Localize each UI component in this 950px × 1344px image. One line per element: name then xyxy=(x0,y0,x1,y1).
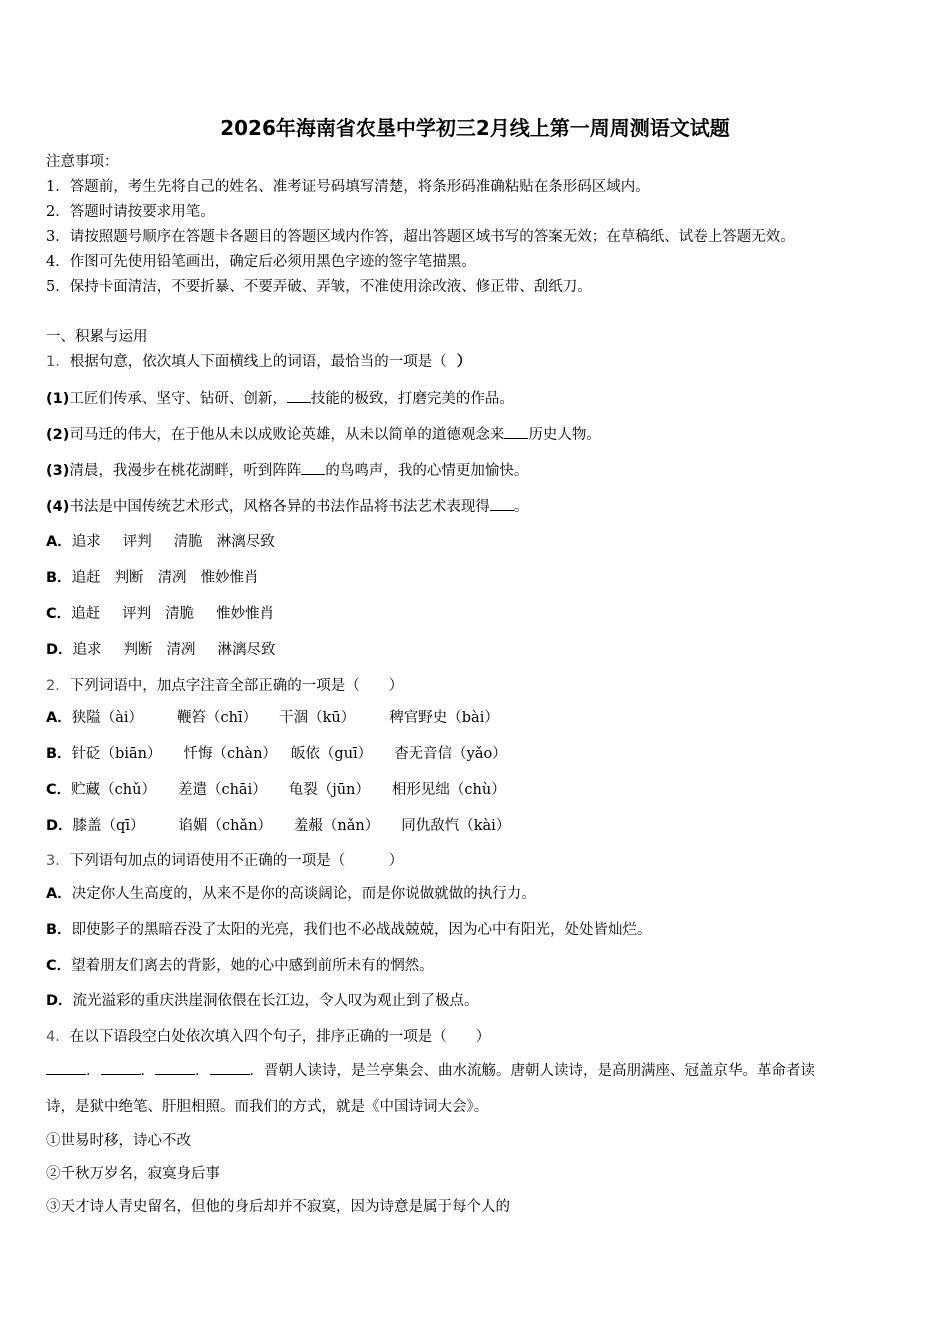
sentence-number: (1) xyxy=(46,391,70,407)
notice-item-5: 5．保持卡面清洁，不要折暴、不要弄破、弄皱，不准使用涂改液、修正带、刮纸刀。 xyxy=(46,279,592,295)
option-letter: D． xyxy=(46,818,73,834)
q4-item-2: ②千秋万岁名，寂寞身后事 xyxy=(46,1166,220,1182)
answer-blank xyxy=(301,460,325,475)
question-4-stem xyxy=(46,1027,490,1047)
option-word: 清冽 xyxy=(157,570,187,586)
q1-option-d xyxy=(46,640,276,660)
q1-sentence-2 xyxy=(46,424,601,445)
option-item: 干涸（kū） xyxy=(279,710,356,726)
sentence-text: 的鸟鸣声，我的心情更加愉快。 xyxy=(325,463,529,479)
option-item: 龟裂（jūn） xyxy=(288,782,370,798)
q3-option-b xyxy=(46,920,652,940)
question-number: 3． xyxy=(46,853,70,869)
separator: ． xyxy=(195,1063,210,1079)
option-item: 稗官野史（bài） xyxy=(389,710,499,726)
q2-option-d xyxy=(46,816,510,836)
answer-blank xyxy=(504,424,528,439)
option-word: 淋漓尽致 xyxy=(217,642,276,658)
option-word: 追求 xyxy=(72,642,102,658)
option-item: 羞赧（nǎn） xyxy=(293,818,380,834)
q3-option-a xyxy=(46,884,536,904)
option-item: 谄媚（chǎn） xyxy=(178,818,272,834)
separator: ． xyxy=(140,1063,155,1079)
option-item: 忏悔（chàn） xyxy=(183,746,277,762)
answer-blank xyxy=(101,1060,141,1075)
answer-blank xyxy=(490,496,514,511)
q4-item-1: ①世易时移，诗心不改 xyxy=(46,1133,191,1149)
option-letter: D． xyxy=(46,993,73,1009)
option-item: 贮藏（chǔ） xyxy=(71,782,156,798)
option-word: 判断 xyxy=(114,570,144,586)
question-1-stem xyxy=(46,352,471,372)
q1-option-b xyxy=(46,568,259,588)
option-letter: B． xyxy=(46,570,72,586)
question-text: 下列词语中，加点字注音全部正确的一项是（ ） xyxy=(69,678,404,694)
notice-item-3: 3．请按照题号顺序在答题卡各题目的答题区域内作答，超出答题区域书写的答案无效；在草稿纸、试卷上答题无效。 xyxy=(46,229,795,245)
answer-blank xyxy=(287,388,311,403)
option-word: 清冽 xyxy=(166,642,196,658)
option-item: 皈依（guī） xyxy=(290,746,373,762)
sentence-text: 。 xyxy=(513,499,529,515)
option-letter: B． xyxy=(46,746,72,762)
option-item: 针砭（biān） xyxy=(71,746,162,762)
question-text: 根据句意，依次填人下面横线上的词语，最恰当的一项是（ xyxy=(69,354,447,370)
option-word: 清脆 xyxy=(165,606,195,622)
option-item: 同仇敌忾（kài） xyxy=(401,818,511,834)
option-word: 淋漓尽致 xyxy=(216,534,275,550)
q2-option-b xyxy=(46,744,507,764)
option-word: 追赶 xyxy=(71,606,101,622)
notice-item-1: 1．答题前，考生先将自己的姓名、准考证号码填写清楚，将条形码准确粘贴在条形码区域内。 xyxy=(46,179,650,195)
sentence-text: 技能的极致，打磨完美的作品。 xyxy=(310,391,514,407)
sentence-text: 工匠们传承、坚守、钻研、创新， xyxy=(69,391,287,407)
sentence-text: 历史人物。 xyxy=(528,427,601,443)
option-letter: A． xyxy=(46,710,72,726)
option-letter: C． xyxy=(46,606,72,622)
q1-option-c xyxy=(46,604,274,624)
question-bracket-end: ） xyxy=(456,354,472,370)
q3-option-d xyxy=(46,991,479,1011)
sentence-text: 清晨，我漫步在桃花湖畔，听到阵阵 xyxy=(69,463,302,479)
page-title: 2026年海南省农垦中学初三2月线上第一周周测语文试题 xyxy=(220,116,730,140)
option-item: 狭隘（ài） xyxy=(71,710,144,726)
question-3-stem xyxy=(46,851,403,871)
q4-passage-line-2: 诗，是狱中绝笔、肝胆相照。而我们的方式，就是《中国诗词大会》。 xyxy=(46,1099,489,1115)
option-item: 相形见绌（chù） xyxy=(391,782,506,798)
option-text: 望着朋友们离去的背影，她的心中感到前所未有的惘然。 xyxy=(71,958,434,974)
option-text: 流光溢彩的重庆洪崖洞依偎在长江边，令人叹为观止到了极点。 xyxy=(72,993,479,1009)
notice-item-4: 4．作图可先使用铅笔画出，确定后必须用黑色字迹的签字笔描黑。 xyxy=(46,254,476,270)
question-number: 4． xyxy=(46,1029,70,1045)
q2-option-a xyxy=(46,708,499,728)
sentence-text: 司马迁的伟大，在于他从未以成败论英雄，从未以简单的道德观念来 xyxy=(69,427,505,443)
option-word: 追求 xyxy=(71,534,101,550)
sentence-number: (3) xyxy=(46,463,70,479)
question-number: 2． xyxy=(46,678,70,694)
option-text: 决定你人生高度的，从来不是你的高谈阔论，而是你说做就做的执行力。 xyxy=(71,886,536,902)
passage-text: ．晋朝人读诗，是兰亭集会、曲水流觞。唐朝人读诗，是高朋满座、冠盖京华。革命者读 xyxy=(249,1063,815,1079)
option-item: 杳无音信（yǎo） xyxy=(394,746,507,762)
notice-heading: 注意事项： xyxy=(46,154,119,170)
option-letter: A． xyxy=(46,534,72,550)
option-letter: D． xyxy=(46,642,73,658)
q1-sentence-3 xyxy=(46,460,528,481)
question-2-stem xyxy=(46,676,403,696)
option-letter: C． xyxy=(46,782,72,798)
answer-blank xyxy=(210,1060,250,1075)
question-text: 下列语句加点的词语使用不正确的一项是（ ） xyxy=(69,853,404,869)
answer-blank xyxy=(46,1060,86,1075)
option-word: 评判 xyxy=(122,606,152,622)
option-letter: A． xyxy=(46,886,72,902)
q2-option-c xyxy=(46,780,506,800)
q1-sentence-1 xyxy=(46,388,514,409)
answer-blank xyxy=(155,1060,195,1075)
q4-item-3: ③天才诗人青史留名，但他的身后却并不寂寞，因为诗意是属于每个人的 xyxy=(46,1199,510,1215)
question-text: 在以下语段空白处依次填入四个句子，排序正确的一项是（ ） xyxy=(69,1029,491,1045)
sentence-number: (4) xyxy=(46,499,70,515)
q4-passage-line-1 xyxy=(46,1060,815,1081)
option-word: 惟妙惟肖 xyxy=(216,606,275,622)
option-word: 判断 xyxy=(123,642,153,658)
option-letter: B． xyxy=(46,922,72,938)
sentence-number: (2) xyxy=(46,427,70,443)
section-heading: 一、积累与运用 xyxy=(46,329,148,345)
option-word: 惟妙惟肖 xyxy=(200,570,259,586)
option-item: 差遣（chāi） xyxy=(177,782,267,798)
notice-item-2: 2．答题时请按要求用笔。 xyxy=(46,204,215,220)
option-text: 即使影子的黑暗吞没了太阳的光亮，我们也不必战战兢兢，因为心中有阳光，处处皆灿烂。 xyxy=(71,922,652,938)
option-item: 鞭笞（chī） xyxy=(177,710,258,726)
option-word: 清脆 xyxy=(173,534,203,550)
separator: ． xyxy=(86,1063,101,1079)
question-number: 1． xyxy=(46,354,70,370)
option-item: 膝盖（qī） xyxy=(72,818,145,834)
q1-option-a xyxy=(46,532,275,552)
option-letter: C． xyxy=(46,958,72,974)
option-word: 追赶 xyxy=(71,570,101,586)
q3-option-c xyxy=(46,956,434,976)
sentence-text: 书法是中国传统艺术形式，风格各异的书法作品将书法艺术表现得 xyxy=(69,499,490,515)
option-word: 评判 xyxy=(122,534,152,550)
q1-sentence-4 xyxy=(46,496,528,517)
